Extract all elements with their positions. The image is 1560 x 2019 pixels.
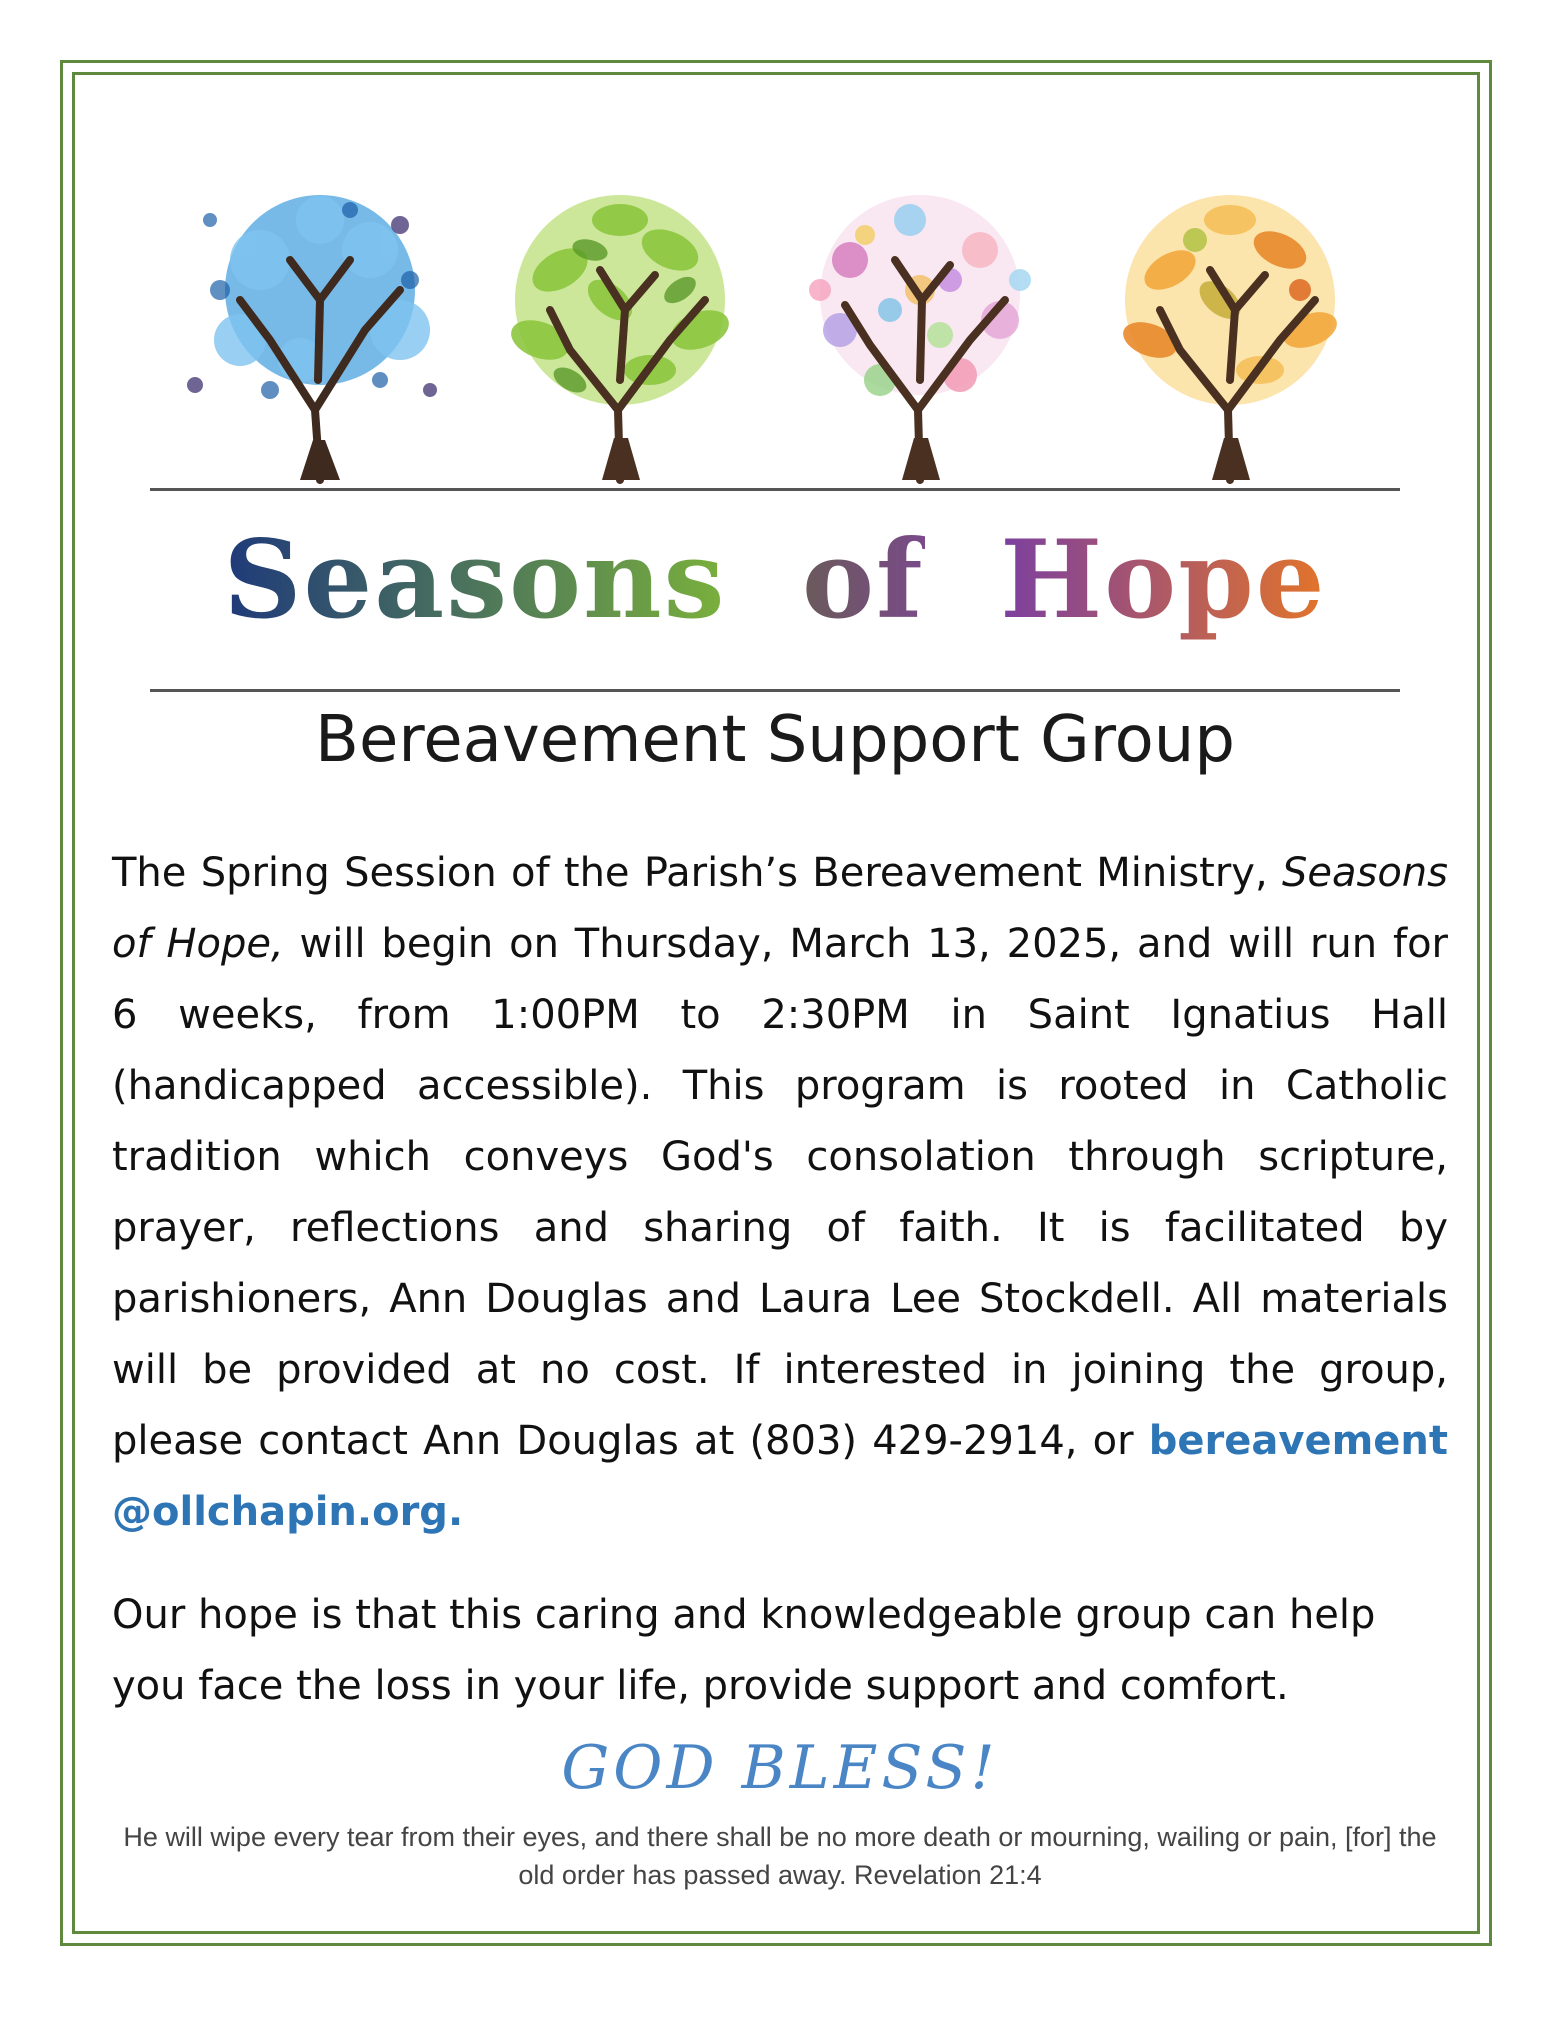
title-word-seasons: Seasons [223,517,727,643]
hope-paragraph: Our hope is that this caring and knowledgeable group can help you face the loss in your life, provide support and comfort. [112,1592,1376,1709]
announcement-text-details: will begin on Thursday, March 13, 2025, and will run for 6 weeks, from 1:00PM to 2:30PM in Saint Ignatius Hall (handicapped accessible). This program is rooted in Catholic tradition which conveys God's consolation through scripture, prayer, reflections and sharing of faith. It is facilitated by parishioners, Ann Douglas and Laura Lee Stockdell. All materials will be provided at no cost. If interested in joining the group, please contact Ann Douglas at (803) 429-2914, or [112,921,1448,1464]
autumn-tree-icon [1118,195,1342,480]
winter-tree-icon [187,195,437,480]
program-name-italic: Seasons of Hope, [112,850,1448,967]
summer-tree-icon [506,195,735,480]
email-link-part1: bereavement [1148,1418,1448,1464]
email-link-part2: @ollchapin.org. [112,1489,464,1535]
spring-tree-icon [809,195,1031,480]
announcement-text-start: The Spring Session of the Parish’s Bereavement Ministry, [112,850,1282,896]
page-subtitle: Bereavement Support Group [315,703,1235,777]
bottom-divider-line [150,689,1400,692]
announcement-paragraph [112,838,1448,1548]
page-title [150,515,1400,645]
top-divider-line [150,488,1400,491]
title-word-hope: Hope [1000,517,1327,643]
scripture-verse: He will wipe every tear from their eyes, and there shall be no more death or mourning, wailing or pain, [for] the old order has passed away. Revelation 21:4 [123,1822,1437,1890]
god-bless-heading: GOD BLESS! [561,1733,999,1803]
title-word-of: of [802,517,925,643]
four-seasons-trees-illustration [150,180,1410,490]
